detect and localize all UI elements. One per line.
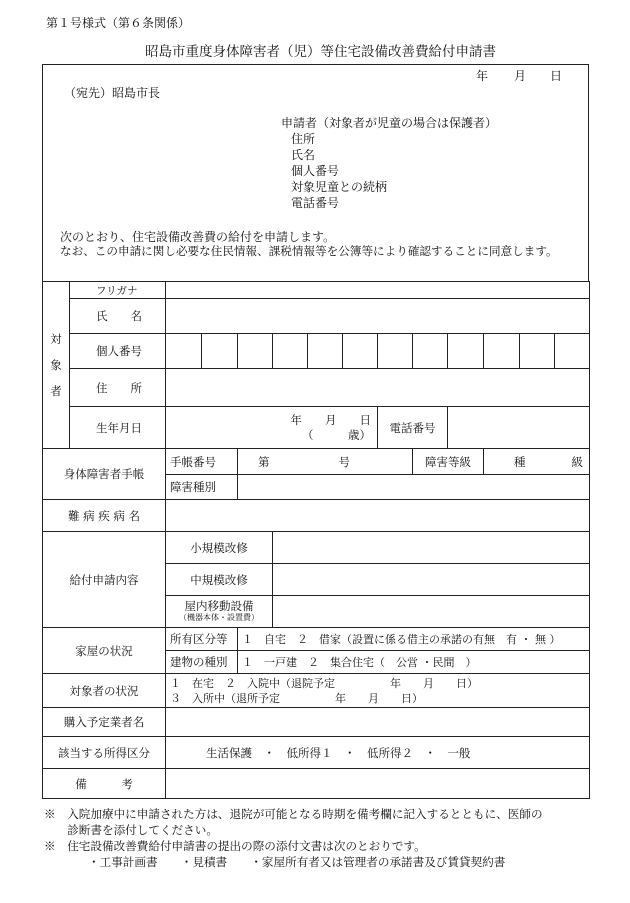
disability-grade-label: 障害等級 [413,449,484,475]
income-category-options[interactable]: 生活保護 ・ 低所得１ ・ 低所得２ ・ 一般 [166,737,590,769]
application-form-table [42,281,590,799]
personal-number-digit[interactable] [238,334,273,369]
personal-number-digit[interactable] [413,334,448,369]
personal-number-digit[interactable] [273,334,308,369]
remarks-label: 備 考 [43,769,166,799]
furigana-label: フリガナ [70,282,166,299]
building-type-label: 建物の種別 [166,651,238,674]
personal-number-digit[interactable] [202,334,238,369]
applicant-number-label: 個人番号 [291,164,340,178]
vendor-label: 購入予定業者名 [43,708,166,737]
notebook-number-label: 手帳番号 [166,449,238,475]
building-type-value[interactable]: １ 一戸建 ２ 集合住宅（ 公営 ・民間 ） [238,651,590,674]
disability-notebook-label: 身体障害者手帳 [43,449,166,500]
personal-number-digit[interactable] [484,334,520,369]
statement-line-2: なお、この申請に関し必要な住民情報、課税情報等を公簿等により確認することに同意します。 [60,244,558,258]
subject-status-label: 対象者の状況 [43,674,166,708]
personal-number-digit[interactable] [448,334,484,369]
statement-line-1: 次のとおり、住宅設備改善費の給付を申請します。 [60,230,336,244]
address-field[interactable] [166,369,590,407]
date-day: 日 [550,69,563,83]
phone-field[interactable] [448,407,590,449]
name-field[interactable] [166,299,590,334]
disability-type-field[interactable] [238,475,590,500]
note-line-2: 診断書を添付してください。 [44,823,218,837]
personal-number-digit[interactable] [308,334,343,369]
benefit-indoor-field[interactable] [273,596,590,628]
vendor-field[interactable] [166,708,590,737]
income-category-label: 該当する所得区分 [43,737,166,769]
phone-label: 電話番号 [378,407,448,449]
personal-number-digit[interactable] [166,334,202,369]
note-line-3: ※ 住宅設備改善費給付申請書の提出の際の添付文書は次のとおりです。 [44,839,426,853]
applicant-heading: 申請者（対象者が児童の場合は保護者） [281,116,498,130]
furigana-field[interactable] [166,282,590,299]
birthdate-field[interactable]: 年 月 日 （ 歳） [166,407,378,449]
personal-number-label: 個人番号 [70,334,166,369]
benefit-medium-label: 中規模改修 [166,564,273,596]
page-title: 昭島市重度身体障害者（児）等住宅設備改善費給付申請書 [145,44,496,60]
ownership-value[interactable]: １ 自宅 ２ 借家（設置に係る借主の承諾の有無 有 ・ 無 ） [238,628,590,651]
name-label: 氏 名 [70,299,166,334]
applicant-address-label: 住所 [291,132,316,146]
birthdate-label: 生年月日 [70,407,166,449]
applicant-name-label: 氏名 [291,148,316,162]
date-year: 年 [476,69,489,83]
benefit-small-label: 小規模改修 [166,532,273,564]
note-line-1: ※ 入院加療中に申請された方は、退院が可能となる時期を備考欄に記入するとともに、医師の [44,807,543,821]
benefit-small-field[interactable] [273,532,590,564]
ownership-label: 所有区分等 [166,628,238,651]
house-status-label: 家屋の状況 [43,628,166,674]
form-number: 第１号様式（第６条関係） [46,16,191,30]
subject-status-value[interactable]: １ 在宅 ２ 入院中（退院予定 年 月 日） ３ 入所中（退所予定 年 月 日） [166,674,590,708]
address-label: 住 所 [70,369,166,407]
personal-number-digit[interactable] [378,334,413,369]
applicant-relation-label: 対象児童との続柄 [291,180,388,194]
benefit-indoor-label: 屋内移動設備 （機器本体・設置費） [166,596,273,628]
personal-number-digit[interactable] [555,334,590,369]
disability-grade-field[interactable]: 種 級 [484,449,590,475]
benefit-medium-field[interactable] [273,564,590,596]
disability-type-label: 障害種別 [166,475,238,500]
intractable-disease-label: 難 病 疾 病 名 [43,500,166,532]
notebook-number-field[interactable]: 第 号 [238,449,413,475]
date-month: 月 [514,69,527,83]
benefit-label: 給付申請内容 [43,532,166,628]
addressee: （宛先）昭島市長 [64,86,161,100]
note-line-4: ・工事計画書 ・見積書 ・家屋所有者又は管理者の承諾書及び賃貸契約書 [88,855,506,869]
remarks-field[interactable] [166,769,590,799]
intractable-disease-field[interactable] [166,500,590,532]
personal-number-digit[interactable] [520,334,555,369]
personal-number-digit[interactable] [343,334,378,369]
subject-label: 対 象 者 [43,282,70,449]
applicant-phone-label: 電話番号 [291,196,340,210]
